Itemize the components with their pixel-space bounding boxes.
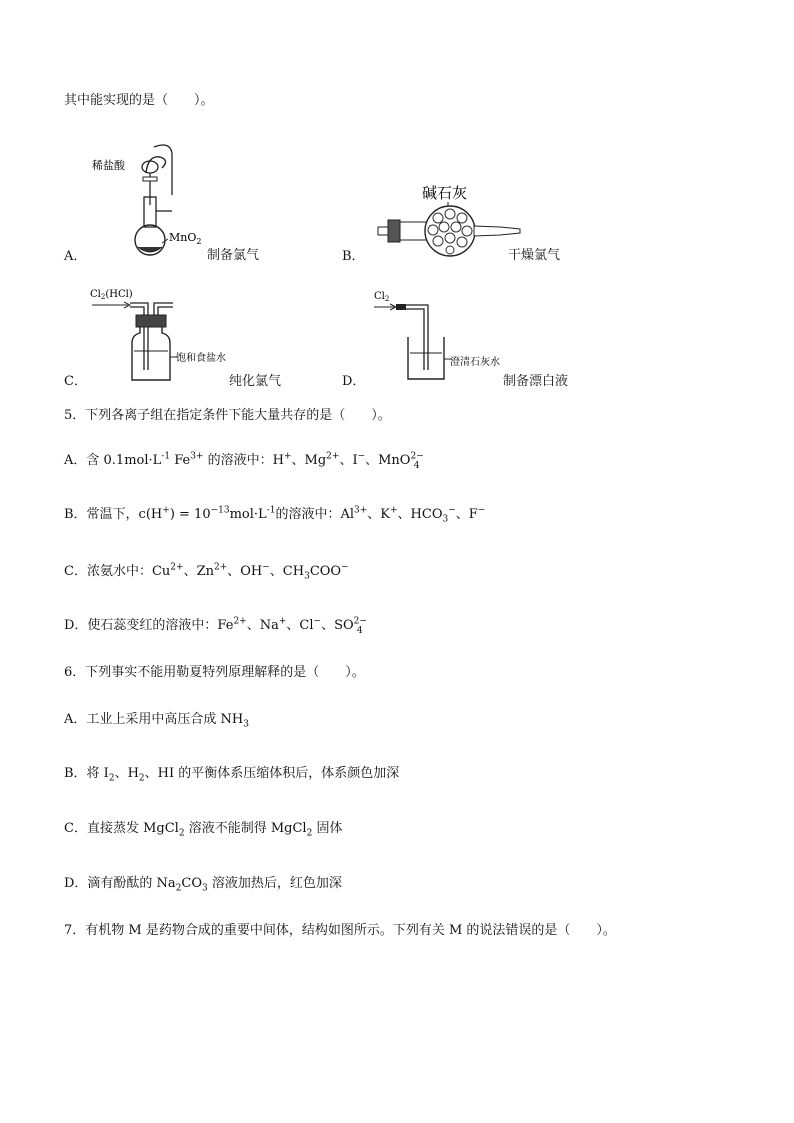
q4-a-caption: 制备氯气 [207,248,260,263]
q4-d-beaker-diagram [370,285,510,385]
q4-a-apparatus-diagram [88,135,208,260]
label-cl2: $Cl_2$ [374,291,390,303]
q6-stem: 6．下列事实不能用勒夏特列原理解释的是（ ）。 [64,665,365,680]
q5-option-d: D．使石蕊变红的溶液中：$Fe^{2+}$、Na+、Cl−、$SO^{2-}_4$ [64,616,367,636]
q4-option-d-letter: D． [342,374,366,389]
q5-option-c: C．浓氨水中：$Cu^{2+}$、$Zn^{2+}$、OH−、$CH_3COO^-$ [64,562,349,582]
q6-option-d: D．滴有酚酞的 $Na_2CO_3$ 溶液加热后，红色加深 [64,876,342,894]
label-mno2: MnO$_2$ [169,231,202,246]
q6-option-b: B．将 $I_2$、$H_2$、HI 的平衡体系压缩体积后，体系颜色加深 [64,766,400,784]
q4-c-caption: 纯化氯气 [229,374,282,389]
label-dilute-hcl: 稀盐酸 [92,159,125,172]
q5-stem: 5．下列各离子组在指定条件下能大量共存的是（ ）。 [64,408,391,423]
q4-option-b-letter: B． [342,249,365,264]
q4-option-a-letter: A． [64,249,87,264]
q4-b-caption: 干燥氯气 [508,248,561,263]
q4-c-wash-bottle-diagram [88,285,238,385]
intro-text: 其中能实现的是（ ）。 [64,93,214,108]
q6-option-a: A．工业上采用中高压合成 $NH_3$ [64,712,249,730]
q4-b-drying-tube-diagram [370,180,530,260]
q5-option-b: B．常温下，$c(H^+) = 10^{-13}mol\cdot L^{-1}$的溶液中：$Al^{3+}$、K+、$HCO_3^-$、F− [64,505,486,525]
label-limewater: 澄清石灰水 [450,357,500,368]
q4-d-caption: 制备漂白液 [503,374,569,389]
q5-option-a: A．含 $0.1mol\cdot L^{-1}$ $Fe^{3+}$ 的溶液中：H+、$Mg^{2+}$、I−、MnO$^{2-}_4$ [64,451,424,471]
label-saturated-brine: 饱和食盐水 [176,353,226,364]
label-cl2-hcl: $Cl_2(HCl)$ [90,289,133,301]
q7-stem: 7．有机物 M 是药物合成的重要中间体，结构如图所示。下列有关 M 的说法错误的是（ ）。 [64,923,616,938]
q4-option-c-letter: C． [64,374,87,389]
label-soda-lime: 碱石灰 [422,184,468,202]
q6-option-c: C．直接蒸发 MgCl$_2$ 溶液不能制得 MgCl$_2$ 固体 [64,821,343,839]
